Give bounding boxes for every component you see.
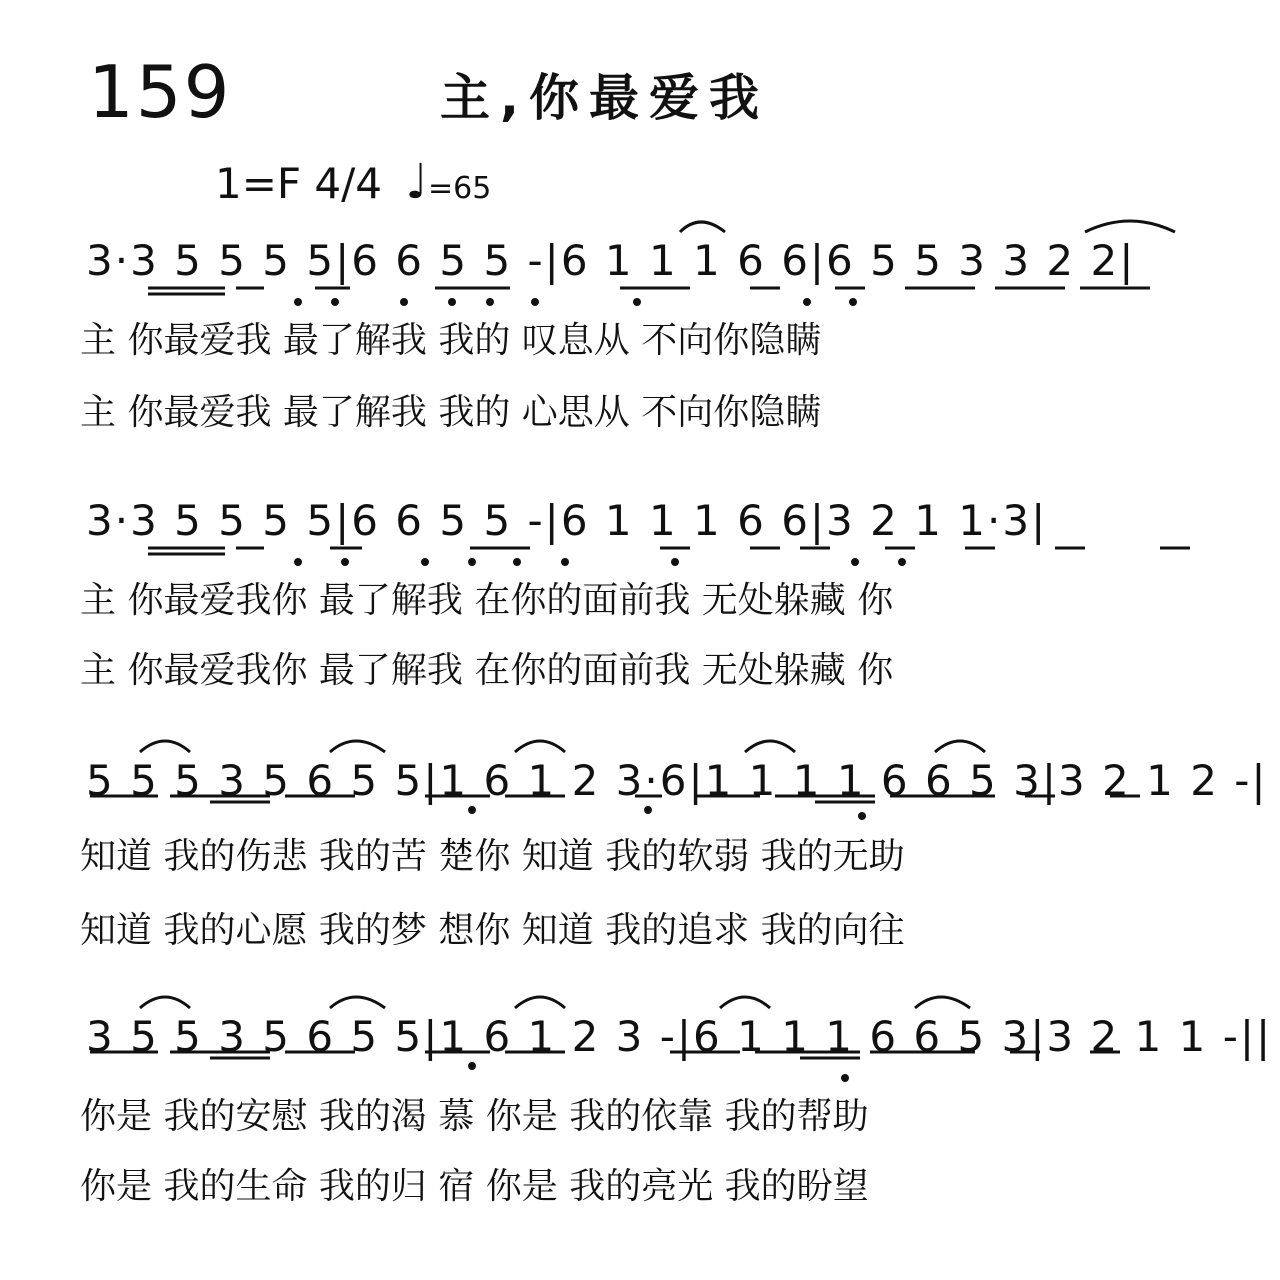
quarter-note-icon: ♩ <box>405 154 429 210</box>
notation-line-1: 3·3 5 5 5 5|6 6 5 5 -|6 1 1 1 6 6|6 5 5 3 3 2 2| <box>86 236 1136 285</box>
lyric-line-3-verse-2: 知道 我的心愿 我的梦 想你 知道 我的追求 我的向往 <box>80 910 905 951</box>
notation-line-4: 3 5 5 3 5 6 5 5|1 6 1 2 3 -|6 1 1 1 6 6 5 3|3 2 1 1 -|| <box>86 1012 1273 1061</box>
notation-line-2: 3·3 5 5 5 5|6 6 5 5 -|6 1 1 1 6 6|3 2 1 1·3| <box>86 496 1048 545</box>
lyric-line-1-verse-1: 主 你最爱我 最了解我 我的 叹息从 不向你隐瞒 <box>80 320 822 361</box>
lyric-line-2-verse-1: 主 你最爱我你 最了解我 在你的面前我 无处躲藏 你 <box>80 580 894 621</box>
key-meter-text: 1=F 4/4 <box>215 159 383 208</box>
hymn-title: 主,你最爱我 <box>440 69 769 127</box>
hymn-number: 159 <box>88 50 232 134</box>
tempo-text: =65 <box>428 171 492 206</box>
lyric-line-2-verse-2: 主 你最爱我你 最了解我 在你的面前我 无处躲藏 你 <box>80 650 894 691</box>
notation-line-3: 5 5 5 3 5 6 5 5|1 6 1 2 3·6|1 1 1 1 6 6 5 3|3 2 1 2 -| <box>86 756 1268 805</box>
lyric-line-3-verse-1: 知道 我的伤悲 我的苦 楚你 知道 我的软弱 我的无助 <box>80 836 905 877</box>
lyric-line-4-verse-1: 你是 我的安慰 我的渴 慕 你是 我的依靠 我的帮助 <box>80 1096 869 1137</box>
lyric-line-4-verse-2: 你是 我的生命 我的归 宿 你是 我的亮光 我的盼望 <box>80 1166 869 1207</box>
lyric-line-1-verse-2: 主 你最爱我 最了解我 我的 心思从 不向你隐瞒 <box>80 392 822 433</box>
key-meter <box>215 154 491 210</box>
